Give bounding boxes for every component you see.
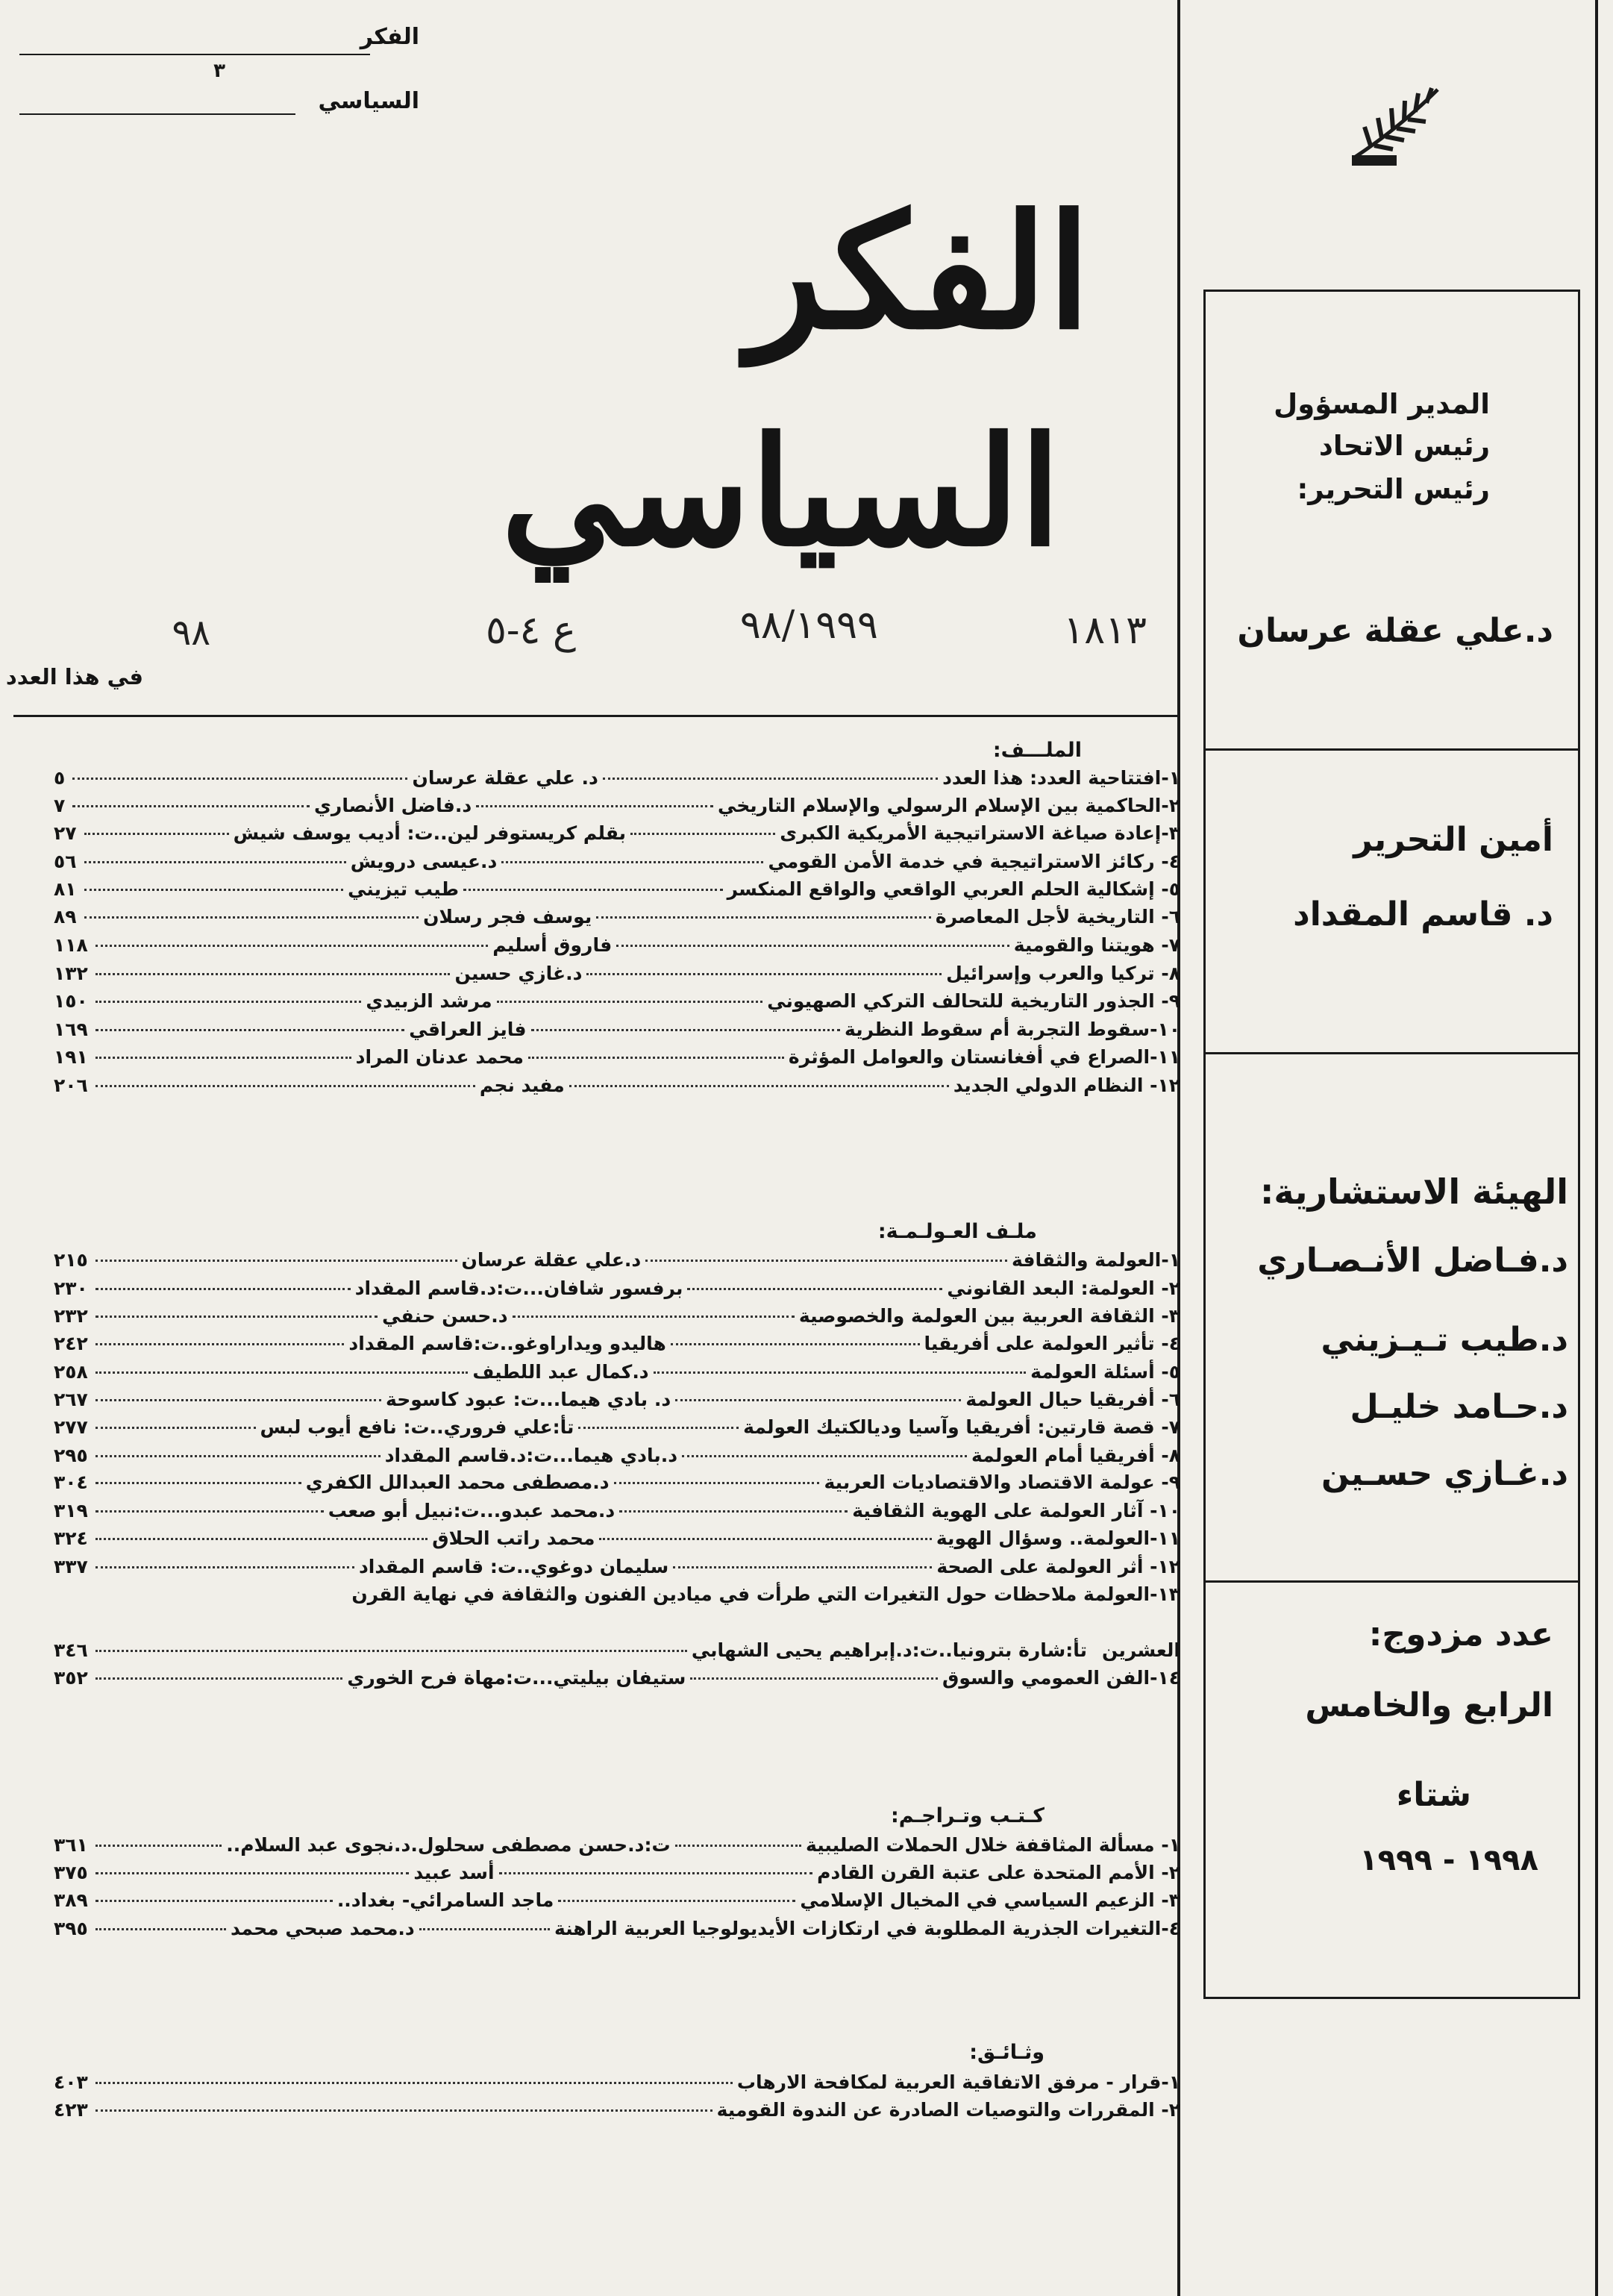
toc-entry-number: ١٢ [1157, 1075, 1180, 1096]
toc-entry [54, 1889, 1180, 1919]
toc-entry-number: ٤ [1168, 1333, 1180, 1354]
toc-leader [675, 1399, 961, 1401]
toc-leader [513, 1316, 795, 1318]
toc-entry-page: ٣٥٢ [54, 1667, 88, 1689]
toc-leader [654, 1371, 1027, 1374]
toc-leader [95, 1455, 380, 1457]
toc-entry-title: -الفن العمومي والسوق [942, 1667, 1158, 1689]
toc-entry [54, 795, 1180, 825]
toc-entry-number: ٣ [1168, 1305, 1180, 1327]
panel-board-member-1: د.فـاضل الأنـصـاري [1257, 1242, 1568, 1280]
toc-entry-page: ١١٨ [53, 934, 88, 956]
toc-entry [54, 1075, 1180, 1104]
toc-entry-title: -العولمة والثقافة [1011, 1249, 1169, 1271]
toc-entry [54, 1046, 1180, 1076]
toc-leader [419, 1928, 550, 1930]
toc-entry-author: مفيد نجم [479, 1075, 565, 1096]
toc-entry-title-text: -العولمة ملاحظات حول التغيرات التي طرأت في ميادين الفنون والثقافة في نهاية القرن [351, 1583, 1158, 1605]
toc-leader [95, 1900, 333, 1902]
toc-entry [54, 1834, 1180, 1864]
section-heading: كـتـب وتـراجـم: [890, 1804, 1044, 1827]
toc-entry-page: ٣٧٥ [54, 1862, 88, 1883]
toc-leader [682, 1455, 967, 1457]
toc-entry-number: ٣ [1168, 822, 1180, 844]
toc-entry-title: -افتتاحية العدد: هذا العدد [942, 767, 1169, 789]
toc-leader [95, 1288, 351, 1290]
toc-entry-author: سليمان دوغوي..ت: قاسم المقداد [358, 1556, 669, 1577]
toc-entry [54, 878, 1180, 908]
toc-leader [95, 1371, 469, 1374]
running-head-title-2: السياسي [318, 88, 419, 114]
toc-entry-title: -الحاكمية بين الإسلام الرسولي والإسلام التاريخي [717, 795, 1169, 816]
toc-leader [95, 2109, 712, 2112]
toc-entry-number: ١١ [1157, 1527, 1180, 1549]
toc-entry-author: ت:د.حسن مصطفى سحلول.د.نجوى عبد السلام.. [226, 1834, 671, 1856]
toc-leader [596, 916, 931, 919]
toc-entry-number: ٨ [1168, 963, 1180, 984]
toc-leader [95, 1057, 351, 1059]
toc-entry-title: -قرار - مرفق الاتفاقية العربية لمكافحة الارهاب [736, 2071, 1169, 2093]
toc-entry-author: محمد عدنان المراد [355, 1046, 524, 1068]
toc-entry-title: -العولمة.. وسؤال الهوية [936, 1527, 1158, 1549]
panel-season: شتاء [1396, 1776, 1471, 1814]
toc-entry [54, 1389, 1180, 1418]
toc-entry-page: ٢٠٦ [53, 1075, 88, 1096]
toc-leader [476, 805, 713, 807]
toc-entry [54, 934, 1180, 964]
toc-leader [95, 945, 489, 947]
toc-entry-page: ٤٠٣ [54, 2071, 88, 2093]
section-heading: وثـائـق: [969, 2041, 1044, 2064]
toc-leader [95, 1316, 378, 1318]
toc-entry-number: ٩ [1168, 1471, 1180, 1493]
header-rule [19, 54, 370, 55]
toc-entry-title: - هويتنا والقومية [1013, 934, 1169, 956]
toc-entry-author: يوسف فجر رسلان [423, 906, 592, 928]
toc-leader [95, 1085, 475, 1087]
toc-entry-title-continued: العشرين [1102, 1639, 1180, 1661]
toc-entry-page: ٨١ [53, 878, 77, 900]
toc-entry-author: محمد راتب الحلاق [432, 1527, 595, 1549]
toc-entry-title: - العولمة: البعد القانوني [947, 1277, 1169, 1299]
toc-entry-title: -التغيرات الجذرية المطلوبة في ارتكازات الأيديولوجيا العربية الراهنة [554, 1918, 1169, 1939]
toc-entry-number: ١٣ [1157, 1583, 1180, 1605]
toc-entry-number: ١ [1168, 1834, 1180, 1856]
toc-leader [673, 1566, 932, 1568]
toc-entry [54, 1471, 1180, 1501]
toc-entry-author: د. بادي هيما...ت: عبود كاسوحة [386, 1389, 671, 1410]
toc-entry-author: فاروق أسليم [492, 934, 613, 956]
toc-leader [84, 833, 229, 835]
toc-entry-number: ٢ [1168, 1277, 1180, 1299]
toc-entry-number: ٣ [1168, 1889, 1180, 1911]
handwritten-issue-label: ع ٤-٥ [485, 608, 576, 653]
section-heading: ملـف العـولـمـة: [877, 1220, 1037, 1243]
toc-entry-title: -إعادة صياغة الاستراتيجية الأمريكية الكبرى [780, 822, 1169, 844]
toc-entry-page: ٣٨٩ [54, 1889, 88, 1911]
toc-leader [687, 1288, 942, 1290]
handwritten-years: ٩٨/١٩٩٩ [739, 603, 878, 648]
toc-leader [95, 2082, 733, 2084]
toc-entry-title: - أثر العولمة على الصحة [936, 1556, 1158, 1577]
toc-entry-number: ١٠ [1157, 1019, 1180, 1040]
toc-entry-page: ١٣٢ [53, 963, 88, 984]
toc-entry [54, 2099, 1180, 2129]
toc-entry [54, 990, 1180, 1020]
toc-leader [531, 1029, 841, 1031]
toc-entry-page: ٢٦٧ [54, 1389, 88, 1410]
toc-entry [54, 1333, 1180, 1363]
toc-entry-number: ٢ [1168, 1862, 1180, 1883]
toc-leader [84, 916, 419, 919]
toc-entry-page: ٥ [54, 767, 66, 789]
toc-leader [95, 1482, 301, 1484]
toc-entry-title: - المقررات والتوصيات الصادرة عن الندوة القومية [716, 2099, 1169, 2121]
toc-leader [95, 1399, 381, 1401]
panel-divider-3 [1203, 1580, 1580, 1583]
toc-entry-number: ١٠ [1157, 1500, 1180, 1521]
toc-leader [95, 1845, 222, 1847]
toc-leader [95, 1677, 343, 1680]
frame-left-divider [1177, 0, 1180, 2296]
toc-entry-number: ٥ [1168, 878, 1180, 900]
running-head-title-1: الفكر [360, 24, 419, 50]
toc-entry-title: - أفريقيا حيال العولمة [965, 1389, 1169, 1410]
quill-logo-icon [1348, 75, 1445, 172]
toc-entry [54, 963, 1180, 992]
toc-leader [645, 1260, 1007, 1262]
toc-entry-number: ٢ [1168, 795, 1180, 816]
toc-entry-author: د.كمال عبد اللطيف [472, 1361, 649, 1383]
panel-secretary-title: أمين التحرير [1353, 821, 1553, 859]
toc-entry-page: ٢٥٨ [54, 1361, 88, 1383]
toc-leader [586, 973, 942, 975]
toc-entry [54, 1639, 1180, 1669]
running-head-page-number: ٣ [213, 60, 225, 82]
header-rule-2 [19, 113, 295, 115]
panel-role-director: المدير المسؤول [1274, 388, 1490, 420]
toc-leader [619, 1510, 848, 1513]
toc-entry-number: ٧ [1168, 1416, 1180, 1438]
toc-entry [54, 1445, 1180, 1474]
panel-right-rule [1578, 290, 1580, 1998]
toc-entry-title: - ركائز الاستراتيجية في خدمة الأمن القومي [768, 851, 1169, 872]
toc-entry-page: ٣٢٤ [54, 1527, 88, 1549]
toc-entry-author: تأ:شارة بترونيا..ت:د.إبراهيم يحيى الشهابي [691, 1639, 1088, 1661]
toc-leader [95, 1538, 427, 1540]
toc-entry-author: د.مصطفى محمد العبدالل الكفري [305, 1471, 610, 1493]
panel-editor-name: د.علي عقلة عرسان [1237, 612, 1553, 650]
toc-entry-author: ماجد السامرائي- بغداد.. [336, 1889, 554, 1911]
frame-right-border [1595, 0, 1598, 2296]
panel-secretary-name: د. قاسم المقداد [1293, 895, 1553, 933]
toc-entry-page: ٢٧ [54, 822, 77, 844]
toc-entry [54, 1249, 1180, 1279]
toc-entry-title: - مسألة المثاقفة خلال الحملات الصليبية [806, 1834, 1169, 1856]
toc-leader [84, 889, 344, 891]
toc-entry-page: ١٩١ [53, 1046, 88, 1068]
toc-entry-number: ٩ [1168, 990, 1180, 1012]
handwritten-issue-number: ١٨١٣ [1063, 608, 1147, 653]
toc-entry-title: - النظام الدولي الجديد [953, 1075, 1158, 1096]
toc-entry-title: - أفريقيا أمام العولمة [971, 1445, 1169, 1466]
toc-entry-title: - الثقافة العربية بين العولمة والخصوصية [798, 1305, 1169, 1327]
toc-entry [54, 767, 1180, 797]
toc-entry-number: ١٢ [1157, 1556, 1180, 1577]
toc-leader [558, 1900, 795, 1902]
toc-leader [95, 1566, 354, 1568]
toc-entry-title: - أسئلة العولمة [1030, 1361, 1169, 1383]
toc-entry-title: - آثار العولمة على الهوية الثقافية [852, 1500, 1158, 1521]
toc-entry-author: د.حسن حنفي [382, 1305, 508, 1327]
toc-entry-author: د.بادي هيما...ت:د.قاسم المقداد [384, 1445, 678, 1466]
toc-leader [95, 1872, 410, 1874]
toc-entry [54, 1527, 1180, 1557]
toc-entry-page: ٣٩٥ [54, 1918, 88, 1939]
toc-entry-number: ٦ [1168, 1389, 1180, 1410]
toc-entry-title: - تأثير العولمة على أفريقيا [924, 1333, 1169, 1354]
toc-entry-page: ٢٣٢ [54, 1305, 88, 1327]
toc-entry-author: د.فاضل الأنصاري [314, 795, 472, 816]
toc-leader [463, 889, 723, 891]
toc-entry-page: ٢٤٢ [53, 1333, 88, 1354]
toc-entry-author: بقلم كريستوفر لين..ت: أديب يوسف شيش [233, 822, 627, 844]
toc-entry-author: هاليدو ويداراوغو..ت:قاسم المقداد [348, 1333, 666, 1354]
toc-entry-author: أسد عبيد [413, 1862, 495, 1883]
toc-entry-title: - إشكالية الحلم العربي الواقعي والواقع المنكسر [727, 878, 1169, 900]
toc-entry-number: ٨ [1168, 1445, 1180, 1466]
toc-entry-page: ٢١٥ [53, 1249, 88, 1271]
toc-entry-author: د.علي عقلة عرسان [461, 1249, 642, 1271]
toc-entry-title: - الأمم المتحدة على عتبة القرن القادم [817, 1862, 1169, 1883]
toc-leader [578, 1427, 739, 1429]
toc-entry [54, 851, 1180, 880]
toc-leader [95, 1001, 362, 1003]
toc-leader [671, 1343, 920, 1345]
toc-entry-author: مرشد الزبيدي [366, 990, 492, 1012]
toc-entry-author: د.غازي حسين [454, 963, 583, 984]
toc-entry-number: ٤ [1168, 1918, 1180, 1939]
toc-entry-number: ٦ [1168, 906, 1180, 928]
toc-leader [499, 1872, 813, 1874]
toc-leader [95, 1029, 405, 1031]
toc-entry-number: ٥ [1168, 1361, 1180, 1383]
toc-leader [569, 1085, 949, 1087]
toc-entry-author: د.محمد عبدو...ت:نبيل أبو صعب [328, 1500, 616, 1521]
toc-entry-page: ٢٩٥ [54, 1445, 88, 1466]
toc-entry-page: ٣٠٤ [54, 1471, 88, 1493]
panel-divider-1 [1203, 748, 1580, 751]
in-this-issue-label: في هذا العدد [5, 664, 143, 689]
toc-entry-page: ٣٤٦ [54, 1639, 88, 1661]
toc-entry [54, 1277, 1180, 1307]
toc-leader [599, 1538, 931, 1540]
toc-entry-page: ٧ [54, 795, 66, 816]
panel-role-chief-editor: رئيس التحرير: [1297, 473, 1490, 505]
toc-leader [501, 861, 763, 863]
toc-entry-title: - الزعيم السياسي في المخيال الإسلامي [800, 1889, 1169, 1911]
toc-leader [497, 1001, 763, 1003]
toc-entry-page: ٤٢٣ [54, 2099, 88, 2121]
toc-entry-author: د.عيسى درويش [350, 851, 498, 872]
toc-entry [54, 1361, 1180, 1391]
toc-leader [95, 1260, 457, 1262]
toc-entry-number: ١ [1168, 2071, 1180, 2093]
toc-entry-author: برفسور شافان...ت:د.قاسم المقداد [354, 1277, 683, 1299]
toc-entry-page: ٣٦١ [53, 1834, 88, 1856]
toc-leader [675, 1845, 801, 1847]
toc-entry-title: - التاريخية لأجل المعاصرة [935, 906, 1169, 928]
toc-entry-page: ١٦٩ [54, 1019, 88, 1040]
toc-entry [54, 1416, 1180, 1446]
toc-leader [95, 1427, 256, 1429]
toc-entry-author: طيب تيزيني [348, 878, 460, 900]
toc-entry-title: - تركيا والعرب وإسرائيل [946, 963, 1169, 984]
toc-leader [95, 1510, 324, 1513]
toc-entry-author: تأ:علي فروري..ت: نافع أيوب لبس [260, 1416, 574, 1438]
panel-issue-label: عدد مزدوج: [1368, 1615, 1553, 1654]
toc-leader [614, 1482, 820, 1484]
toc-entry [54, 2071, 1180, 2101]
panel-board-member-4: د.غـازي حسـين [1321, 1455, 1568, 1493]
toc-entry-title: - الجذور التاريخية للتحالف التركي الصهيوني [767, 990, 1169, 1012]
toc-entry [54, 1556, 1180, 1586]
toc-entry-author: ستيفان بيليتي...ت:مهاة فرح الخوري [347, 1667, 686, 1689]
toc-entry-title [54, 1583, 1180, 1605]
toc-entry-page: ٢٣٠ [53, 1277, 88, 1299]
toc-entry-number: ٤ [1168, 851, 1180, 872]
toc-leader [528, 1057, 784, 1059]
toc-leader [84, 861, 346, 863]
panel-top-rule [1203, 290, 1580, 292]
toc-entry-number: ٢ [1168, 2099, 1180, 2121]
toc-entry [54, 906, 1180, 936]
toc-entry-number: ١٤ [1157, 1667, 1180, 1689]
toc-entry [54, 822, 1180, 852]
toc-entry-page: ٨٩ [53, 906, 77, 928]
toc-entry-number: ١ [1168, 1249, 1180, 1271]
toc-leader [616, 945, 1009, 947]
toc-leader [95, 1928, 226, 1930]
toc-entry-title: -سقوط التجربة أم سقوط النظرية [845, 1019, 1158, 1040]
panel-years: ١٩٩٨ - ١٩٩٩ [1359, 1843, 1538, 1877]
toc-entry-number: ١ [1168, 767, 1180, 789]
panel-board-title: الهيئة الاستشارية: [1259, 1172, 1568, 1212]
toc-leader [95, 973, 451, 975]
toc-entry-author: فايز العراقي [409, 1019, 527, 1040]
toc-entry [54, 1862, 1180, 1892]
panel-divider-2 [1203, 1052, 1580, 1054]
toc-leader [72, 805, 310, 807]
toc-entry [54, 1667, 1180, 1697]
toc-entry [54, 1918, 1180, 1948]
toc-entry-title: - عولمة الاقتصاد والاقتصاديات العربية [824, 1471, 1169, 1493]
toc-entry-page: ٣٣٧ [53, 1556, 88, 1577]
toc-entry [54, 1019, 1180, 1048]
toc-entry-author: د. علي عقلة عرسان [412, 767, 598, 789]
masthead-title-line-2: السياسي [501, 404, 1061, 580]
panel-board-member-3: د.حـامد خليـل [1350, 1388, 1568, 1426]
toc-leader [603, 778, 938, 780]
toc-entry-page: ٥٦ [54, 851, 77, 872]
toc-leader [630, 833, 775, 835]
toc-entry-number: ٧ [1168, 934, 1180, 956]
masthead-rule [13, 715, 1177, 717]
toc-entry-title: -الصراع في أفغانستان والعوامل المؤثرة [788, 1046, 1158, 1068]
panel-role-president: رئيس الاتحاد [1318, 430, 1490, 462]
toc-entry [54, 1305, 1180, 1335]
toc-entry [54, 1500, 1180, 1530]
toc-entry-title: - قصة قارتين: أفريقيا وآسيا وديالكتيك العولمة [743, 1416, 1169, 1438]
toc-leader [72, 778, 407, 780]
masthead-title-line-1: الفكر [747, 180, 1091, 364]
section-heading: الملـــف: [992, 739, 1082, 762]
toc-leader [95, 1343, 345, 1345]
toc-leader [690, 1677, 938, 1680]
panel-left-rule [1203, 290, 1206, 1998]
panel-issue-numbers: الرابع والخامس [1305, 1686, 1553, 1724]
handwritten-code: ٩٨ [172, 612, 210, 654]
toc-entry-page: ١٥٠ [54, 990, 88, 1012]
toc-entry-author: د.محمد صبحي محمد [230, 1918, 415, 1939]
toc-leader [95, 1650, 687, 1652]
toc-entry-page: ٣١٩ [54, 1500, 88, 1521]
toc-entry-page: ٢٧٧ [54, 1416, 88, 1438]
panel-board-member-2: د.طيب تـيـزيني [1321, 1321, 1568, 1359]
toc-entry-number: ١١ [1157, 1046, 1180, 1068]
panel-bottom-rule [1203, 1997, 1580, 1999]
